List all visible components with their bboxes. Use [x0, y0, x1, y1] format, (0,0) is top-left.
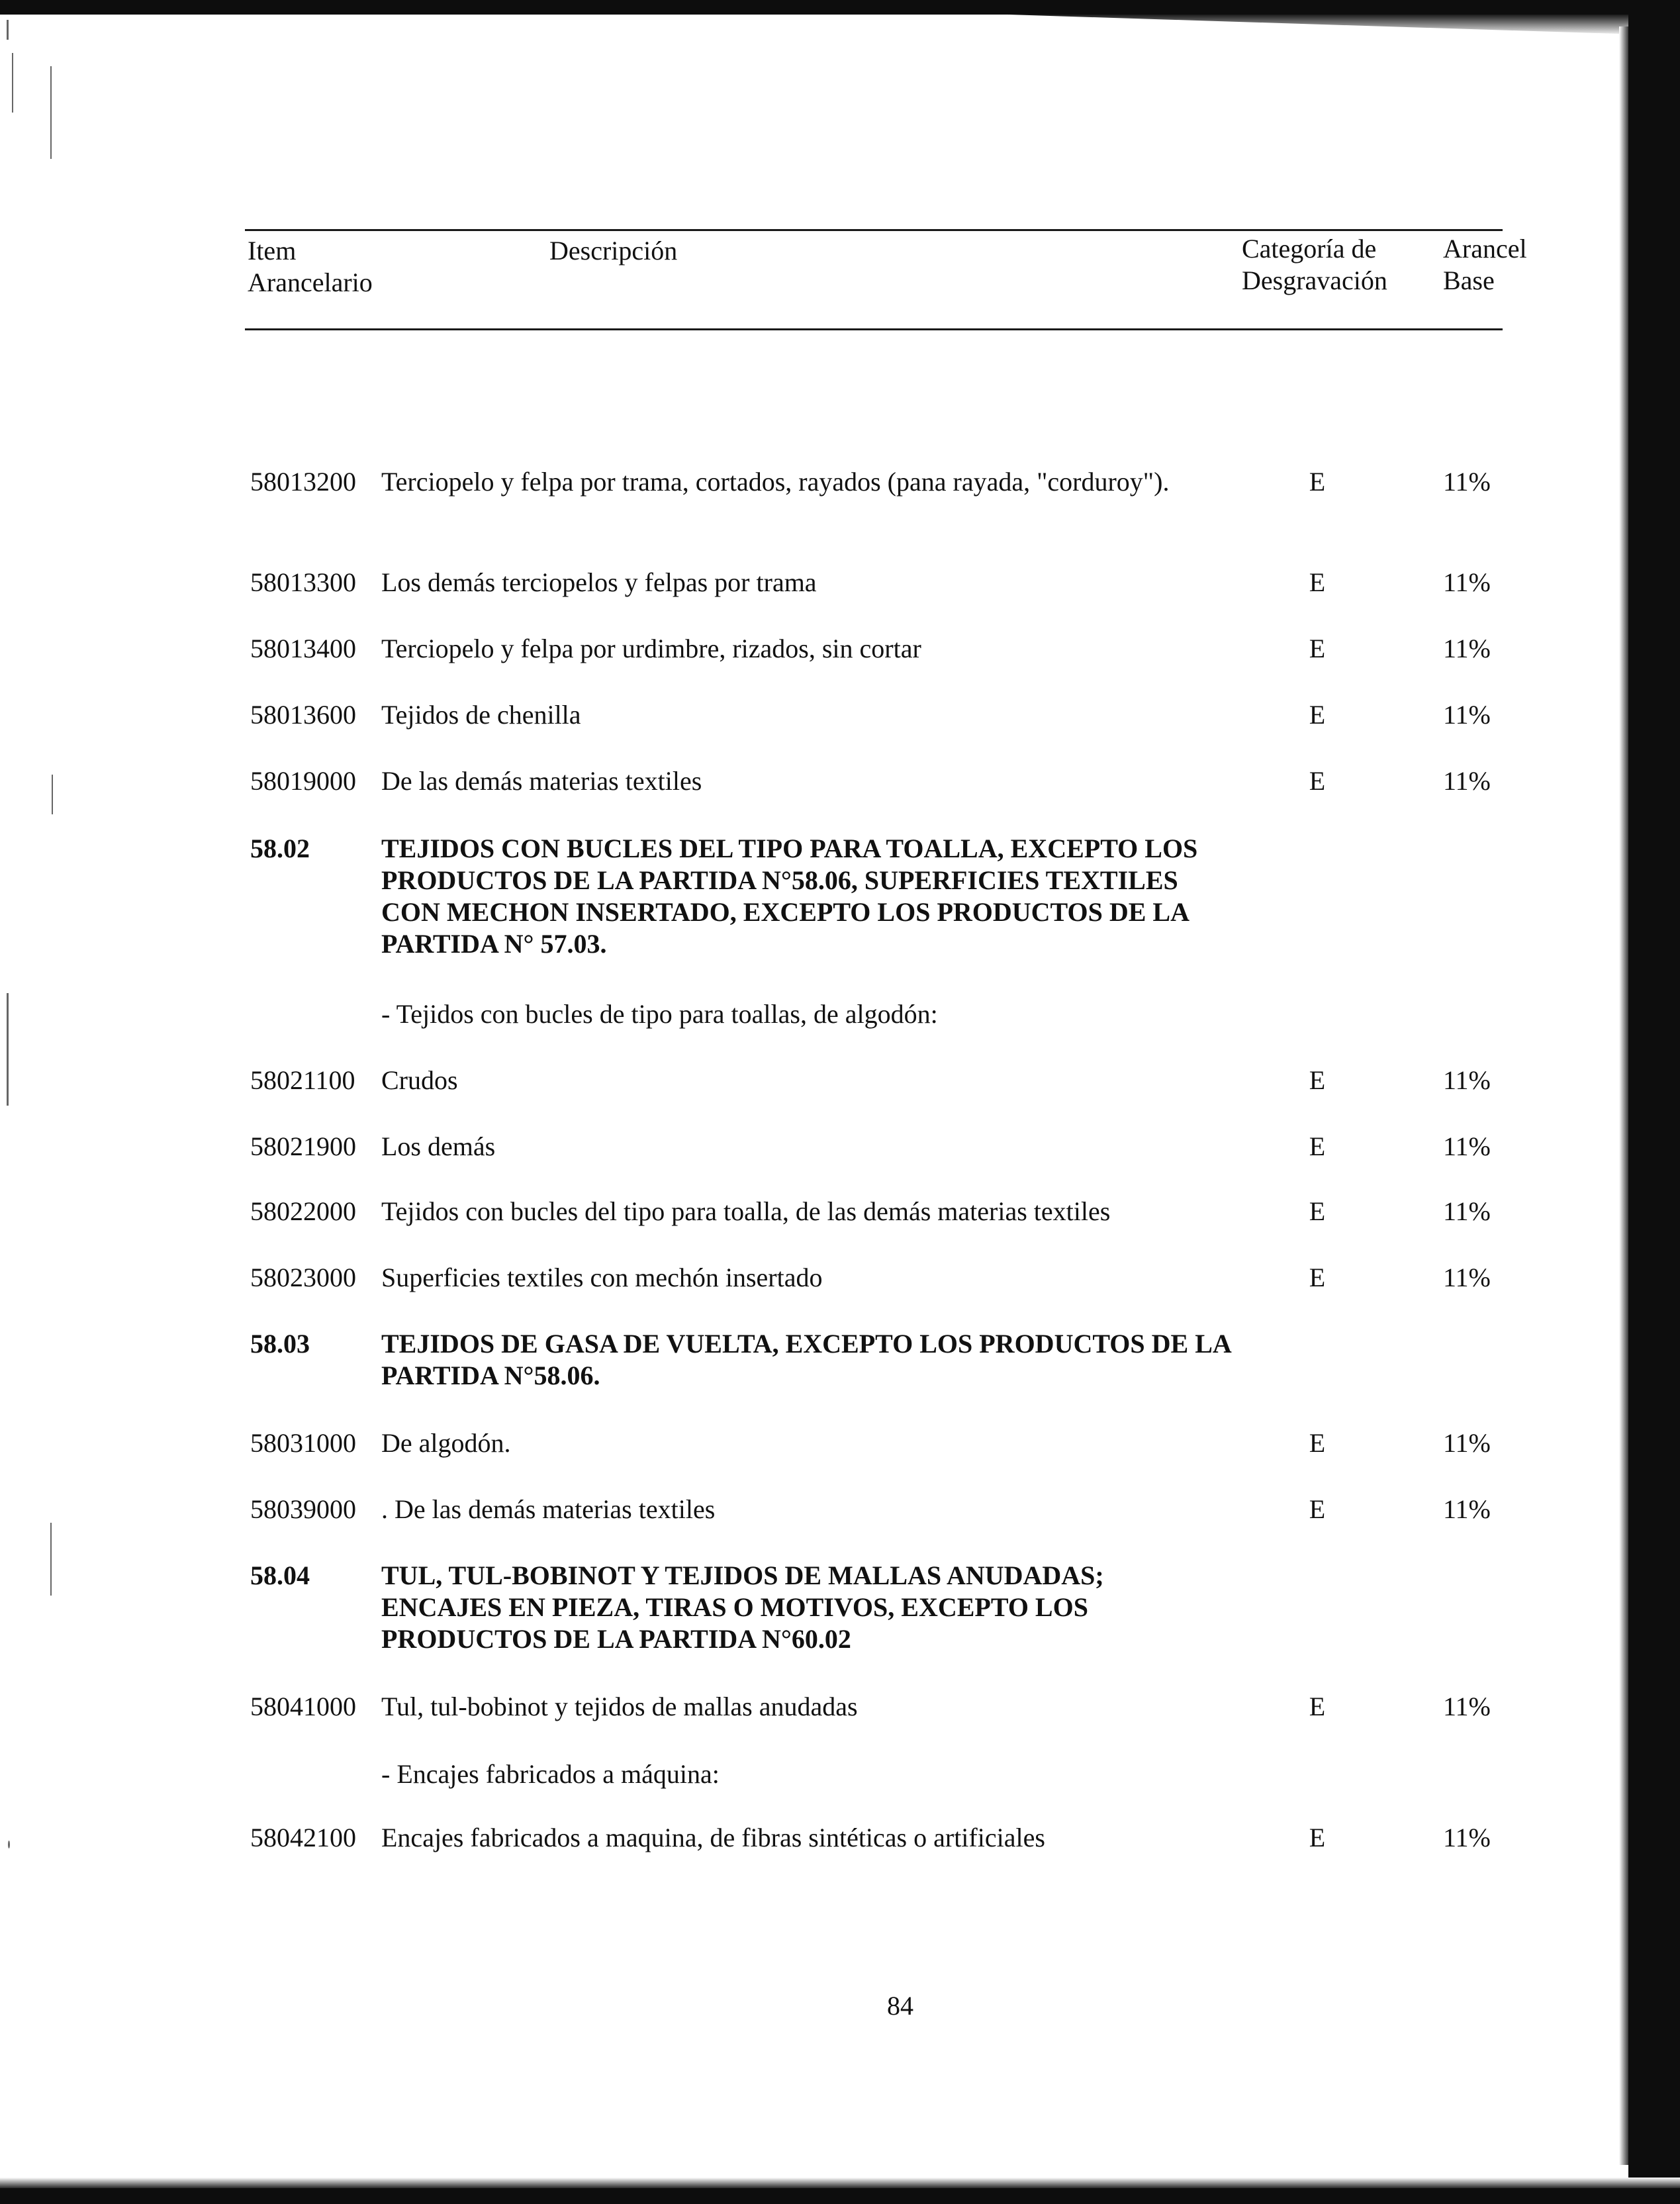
base-rate: 11% [1443, 1065, 1491, 1095]
item-description: Tejidos de chenilla [381, 700, 581, 730]
category-code: E [1309, 1428, 1326, 1458]
scan-border-bottom [0, 2188, 1680, 2204]
tariff-code: 58042100 [250, 1823, 356, 1852]
column-header-description [549, 235, 814, 267]
heading-line: TEJIDOS DE GASA DE VUELTA, EXCEPTO LOS PRODUCTOS DE LA [381, 1329, 1232, 1359]
tariff-code: 58039000 [250, 1494, 356, 1524]
heading-line: ENCAJES EN PIEZA, TIRAS O MOTIVOS, EXCEPTO LOS [381, 1592, 1088, 1622]
column-header-base-line2: Base [1443, 265, 1495, 295]
category-code: E [1309, 1065, 1326, 1095]
column-header-base-line1: Arancel [1443, 234, 1527, 264]
scan-shadow-bottom [0, 2178, 1680, 2188]
tariff-code: 58019000 [250, 766, 356, 796]
category-code: E [1309, 1692, 1326, 1721]
heading-line: PARTIDA N° 57.03. [381, 929, 607, 959]
scan-speckles-left [4, 13, 50, 1933]
category-code: E [1309, 1263, 1326, 1292]
item-description: Tejidos con bucles del tipo para toalla, de las demás materias textiles [381, 1196, 1111, 1226]
category-code: E [1309, 1131, 1326, 1161]
heading-line: TEJIDOS CON BUCLES DEL TIPO PARA TOALLA, EXCEPTO LOS [381, 834, 1198, 863]
heading-description [381, 1560, 1308, 1655]
tariff-code: 58013600 [250, 700, 356, 730]
category-code: E [1309, 467, 1326, 497]
base-rate: 11% [1443, 1131, 1491, 1161]
scan-border-top [0, 0, 1680, 15]
header-rule-top [245, 229, 1503, 231]
column-header-item-line2: Arancelario [248, 267, 373, 297]
category-code: E [1309, 634, 1326, 663]
scan-shadow-right [1619, 26, 1628, 2165]
item-description: De algodón. [381, 1428, 511, 1458]
item-description: Terciopelo y felpa por urdimbre, rizados, sin cortar [381, 634, 921, 663]
column-header-item-line1: Item [248, 236, 297, 265]
heading-code: 58.03 [250, 1329, 310, 1359]
item-description: De las demás materias textiles [381, 766, 702, 796]
base-rate: 11% [1443, 766, 1491, 796]
heading-line: PARTIDA N°58.06. [381, 1361, 600, 1390]
heading-line: PRODUCTOS DE LA PARTIDA N°60.02 [381, 1624, 851, 1654]
base-rate: 11% [1443, 1428, 1491, 1458]
category-code: E [1309, 1823, 1326, 1852]
tariff-code: 58041000 [250, 1692, 356, 1721]
heading-description [381, 833, 1308, 960]
base-rate: 11% [1443, 1494, 1491, 1524]
header-rule-bottom [245, 328, 1503, 330]
column-header-item [248, 235, 420, 299]
heading-line: CON MECHON INSERTADO, EXCEPTO LOS PRODUCTOS DE LA [381, 897, 1190, 927]
item-description: Tul, tul-bobinot y tejidos de mallas anudadas [381, 1692, 858, 1721]
category-code: E [1309, 766, 1326, 796]
base-rate: 11% [1443, 634, 1491, 663]
page-number: 84 [887, 1991, 913, 2021]
heading-line: TUL, TUL-BOBINOT Y TEJIDOS DE MALLAS ANUDADAS; [381, 1560, 1104, 1590]
base-rate: 11% [1443, 1823, 1491, 1852]
heading-description [381, 1328, 1308, 1392]
heading-line: PRODUCTOS DE LA PARTIDA N°58.06, SUPERFICIES TEXTILES [381, 865, 1178, 895]
item-description: Los demás [381, 1131, 496, 1161]
tariff-code: 58023000 [250, 1263, 356, 1292]
item-description: Encajes fabricados a maquina, de fibras sintéticas o artificiales [381, 1823, 1045, 1852]
column-header-category [1242, 233, 1454, 297]
base-rate: 11% [1443, 700, 1491, 730]
item-description: Crudos [381, 1065, 458, 1095]
subheading: - Encajes fabricados a máquina: [381, 1759, 720, 1789]
item-description: Terciopelo y felpa por trama, cortados, rayados (pana rayada, "corduroy"). [381, 467, 1170, 497]
base-rate: 11% [1443, 567, 1491, 597]
item-description: Los demás terciopelos y felpas por trama [381, 567, 817, 597]
base-rate: 11% [1443, 1692, 1491, 1721]
tariff-code: 58021900 [250, 1131, 356, 1161]
base-rate: 11% [1443, 467, 1491, 497]
scan-border-right [1628, 0, 1680, 2204]
category-code: E [1309, 1196, 1326, 1226]
column-header-description-text: Descripción [549, 236, 678, 265]
subheading: - Tejidos con bucles de tipo para toallas, de algodón: [381, 999, 938, 1029]
tariff-code: 58013300 [250, 567, 356, 597]
base-rate: 11% [1443, 1263, 1491, 1292]
tariff-code: 58031000 [250, 1428, 356, 1458]
column-header-category-line1: Categoría de [1242, 234, 1377, 264]
tariff-code: 58021100 [250, 1065, 355, 1095]
tariff-code: 58022000 [250, 1196, 356, 1226]
scan-shadow-top [0, 15, 1680, 36]
tariff-code: 58013400 [250, 634, 356, 663]
item-description: . De las demás materias textiles [381, 1494, 716, 1524]
tariff-code: 58013200 [250, 467, 356, 497]
item-description: Superficies textiles con mechón insertado [381, 1263, 823, 1292]
column-header-category-line2: Desgravación [1242, 265, 1387, 295]
category-code: E [1309, 567, 1326, 597]
heading-code: 58.02 [250, 834, 310, 863]
base-rate: 11% [1443, 1196, 1491, 1226]
category-code: E [1309, 1494, 1326, 1524]
heading-code: 58.04 [250, 1560, 310, 1590]
column-header-base-rate [1443, 233, 1549, 297]
category-code: E [1309, 700, 1326, 730]
